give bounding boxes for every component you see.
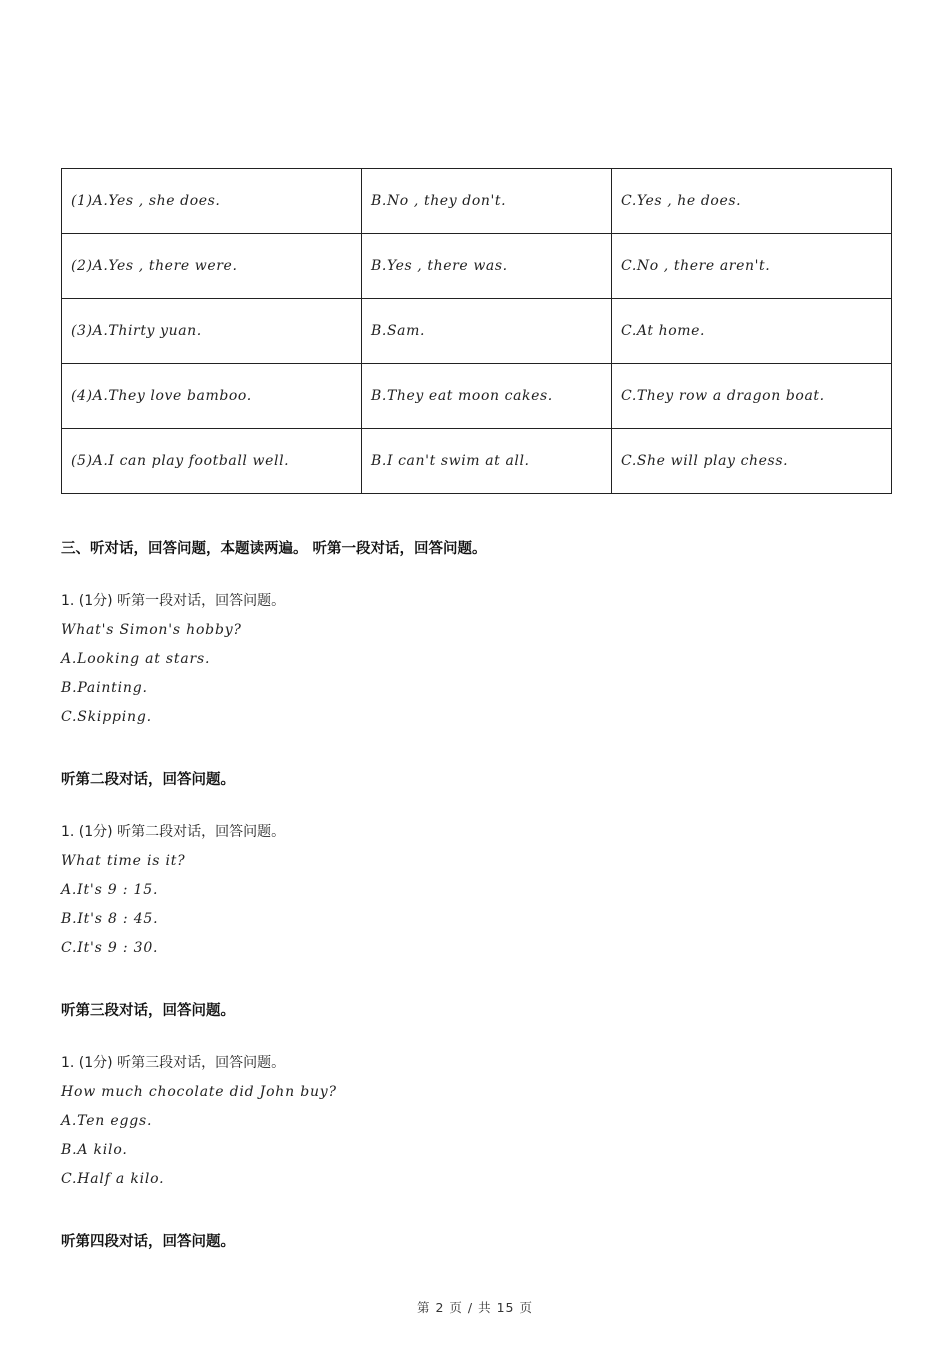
table-row xyxy=(62,364,892,429)
option-cell: C.At home. xyxy=(612,299,892,364)
section-heading: 听第四段对话，回答问题。 xyxy=(61,1234,235,1250)
option-cell: (2)A.Yes , there were. xyxy=(62,234,362,299)
option-c: C.Skipping. xyxy=(61,709,152,725)
question-block-3 xyxy=(61,1049,337,1194)
question-header: 1. (1分) 听第二段对话，回答问题。 xyxy=(61,824,286,840)
table-row xyxy=(62,299,892,364)
option-cell: C.She will play chess. xyxy=(612,429,892,494)
option-cell: B.I can't swim at all. xyxy=(362,429,612,494)
option-cell: (4)A.They love bamboo. xyxy=(62,364,362,429)
table-row xyxy=(62,234,892,299)
question-header: 1. (1分) 听第三段对话，回答问题。 xyxy=(61,1055,286,1071)
section-heading: 三、听对话，回答问题，本题读两遍。 听第一段对话，回答问题。 xyxy=(61,541,487,557)
question-text: How much chocolate did John buy? xyxy=(61,1084,337,1100)
option-b: B.It's 8 : 45. xyxy=(61,911,159,927)
question-text: What time is it? xyxy=(61,853,186,869)
option-cell: (1)A.Yes , she does. xyxy=(62,169,362,234)
option-cell: B.They eat moon cakes. xyxy=(362,364,612,429)
option-a: A.Ten eggs. xyxy=(61,1113,153,1129)
section-heading: 听第二段对话，回答问题。 xyxy=(61,772,235,788)
question-block-1 xyxy=(61,587,285,732)
page-footer: 第 2 页 / 共 15 页 xyxy=(417,1300,533,1315)
option-c: C.Half a kilo. xyxy=(61,1171,165,1187)
table-row xyxy=(62,169,892,234)
question-header: 1. (1分) 听第一段对话，回答问题。 xyxy=(61,593,286,609)
option-cell: C.Yes , he does. xyxy=(612,169,892,234)
option-a: A.Looking at stars. xyxy=(61,651,211,667)
option-cell: B.Yes , there was. xyxy=(362,234,612,299)
section-heading: 听第三段对话，回答问题。 xyxy=(61,1003,235,1019)
option-b: B.A kilo. xyxy=(61,1142,128,1158)
option-cell: (3)A.Thirty yuan. xyxy=(62,299,362,364)
question-text: What's Simon's hobby? xyxy=(61,622,242,638)
option-cell: C.No , there aren't. xyxy=(612,234,892,299)
answer-options-table xyxy=(61,168,892,494)
option-a: A.It's 9 : 15. xyxy=(61,882,159,898)
option-cell: B.Sam. xyxy=(362,299,612,364)
table-row xyxy=(62,429,892,494)
option-b: B.Painting. xyxy=(61,680,148,696)
question-block-2 xyxy=(61,818,285,963)
option-cell: C.They row a dragon boat. xyxy=(612,364,892,429)
option-cell: B.No , they don't. xyxy=(362,169,612,234)
option-cell: (5)A.I can play football well. xyxy=(62,429,362,494)
option-c: C.It's 9 : 30. xyxy=(61,940,159,956)
